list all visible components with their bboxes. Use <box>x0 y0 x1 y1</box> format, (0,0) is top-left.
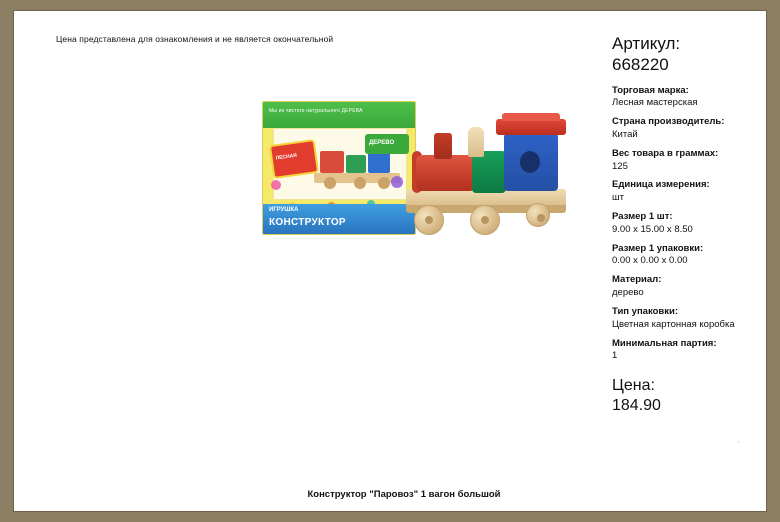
spec-label: Страна производитель: <box>612 116 725 128</box>
brand-badge-text: ЛЕСНАЯ <box>275 152 298 162</box>
spec-label: Тип упаковки: <box>612 305 678 317</box>
spec-row <box>612 116 780 142</box>
packaging-bottom-big-text: КОНСТРУКТОР <box>269 217 346 228</box>
product-image <box>238 87 598 297</box>
brand-badge-icon <box>269 139 319 179</box>
train-wheel-front <box>414 205 444 235</box>
photo-wheel-3 <box>378 177 390 189</box>
price-label: Цена: <box>612 377 655 395</box>
spec-value: Китай <box>612 128 638 140</box>
price-block <box>612 376 780 416</box>
spec-value: 1 <box>612 350 618 362</box>
spec-row <box>612 274 780 300</box>
train-cabin-window <box>520 151 540 173</box>
material-tag-text: ДЕРЕВО <box>369 140 395 146</box>
spec-row <box>612 306 780 332</box>
document-page <box>14 11 766 511</box>
spec-label: Минимальная партия: <box>612 337 717 349</box>
product-caption: Конструктор "Паровоз" 1 вагон большой <box>307 489 501 500</box>
sku-value: 668220 <box>612 55 669 75</box>
spec-label: Размер 1 упаковки: <box>612 242 704 254</box>
wooden-train-toy <box>398 93 598 243</box>
page-tiny-mark: ' <box>738 442 740 448</box>
spec-label: Материал: <box>612 274 662 286</box>
spec-label: Вес товара в граммах: <box>612 147 719 159</box>
spec-label: Единица измерения: <box>612 179 710 191</box>
photo-block-red <box>320 151 344 173</box>
photo-wheel-2 <box>354 177 366 189</box>
price-disclaimer: Цена представлена для ознакомления и не является окончательной <box>56 34 334 44</box>
spec-row <box>612 211 780 237</box>
train-roof-red <box>496 119 566 135</box>
spec-row <box>612 179 780 205</box>
spec-row <box>612 148 780 174</box>
train-block-green <box>472 151 506 193</box>
photo-wheel-1 <box>324 177 336 189</box>
train-roof-top <box>502 113 560 121</box>
spec-value: 125 <box>612 160 628 172</box>
spec-value: 0.00 x 0.00 x 0.00 <box>612 255 688 267</box>
train-boiler-red <box>416 155 474 191</box>
photo-block-green <box>346 155 366 173</box>
packaging-bottom-small-text: ИГРУШКА <box>269 207 299 213</box>
packaging-bottom-band <box>263 204 415 234</box>
packaging-top-text: Мы из чистого натурального ДЕРЕВА <box>269 108 363 114</box>
spec-value: Цветная картонная коробка <box>612 318 735 330</box>
spec-row <box>612 338 780 364</box>
spec-value: Лесная мастерская <box>612 97 698 109</box>
train-wooden-peg <box>468 127 484 157</box>
spec-value: дерево <box>612 287 644 299</box>
packaging-top-band <box>263 102 415 128</box>
spec-label: Размер 1 шт: <box>612 211 673 222</box>
train-wheel-middle <box>470 205 500 235</box>
spec-row <box>612 243 780 269</box>
spec-label: Торговая марка: <box>612 84 689 96</box>
spec-value: шт <box>612 192 624 204</box>
product-spec-list <box>612 33 780 416</box>
decor-dot-pink-icon <box>271 180 281 190</box>
spec-value: 9.00 x 15.00 x 8.50 <box>612 223 693 235</box>
price-value: 184.90 <box>612 397 661 415</box>
sku-label: Артикул: <box>612 34 681 53</box>
train-chimney <box>434 133 452 159</box>
document-page-content <box>28 17 752 500</box>
train-wheel-rear <box>526 203 550 227</box>
product-packaging-box <box>262 101 416 235</box>
spec-row <box>612 85 780 111</box>
